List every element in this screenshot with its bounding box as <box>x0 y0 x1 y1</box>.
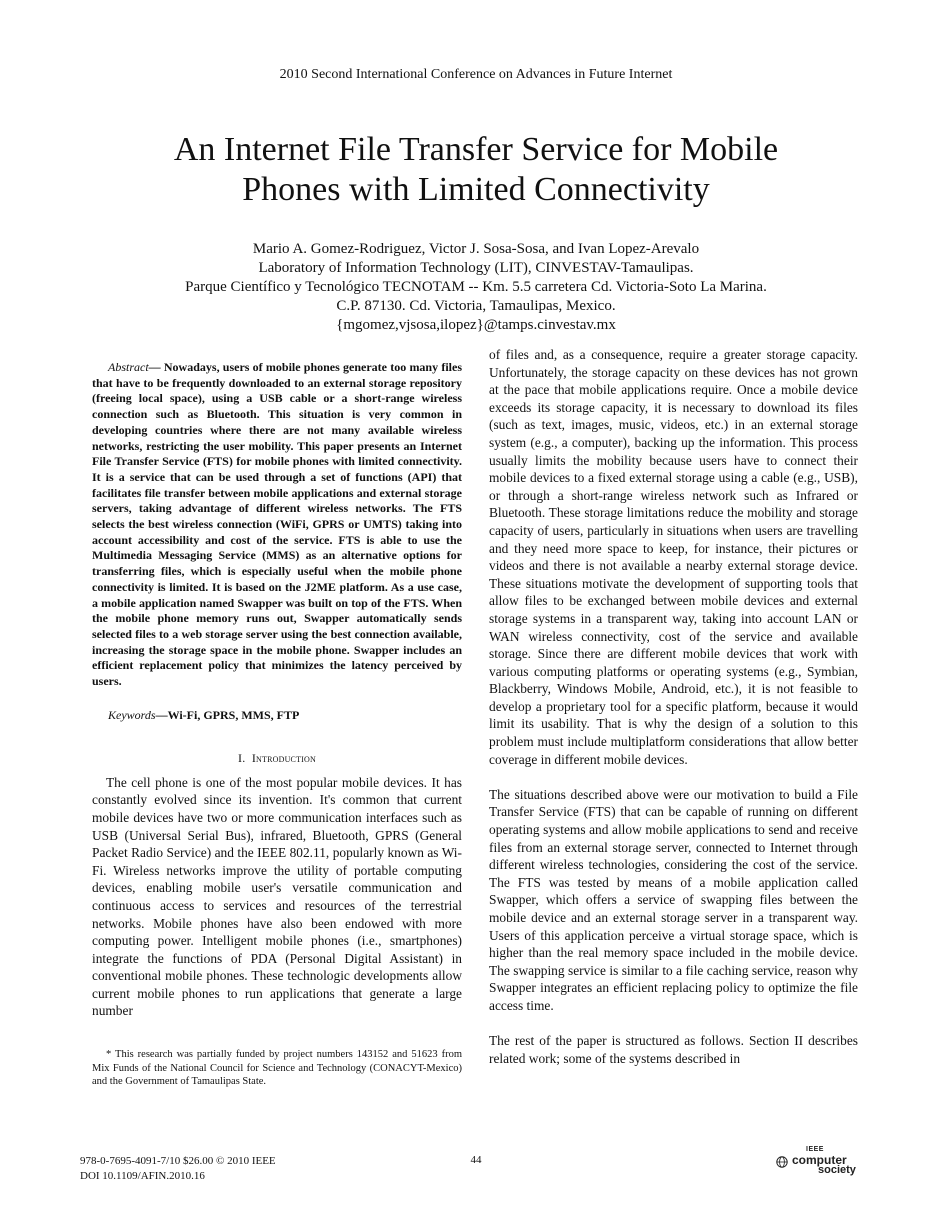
conference-header: 2010 Second International Conference on Advances in Future Internet <box>279 67 673 82</box>
affiliation-line-2: Parque Científico y Tecnológico TECNOTAM -- Km. 5.5 carretera Cd. Victoria-Soto La Marina. <box>185 279 767 295</box>
author-names: Mario A. Gomez-Rodriguez, Victor J. Sosa-Sosa, and Ivan Lopez-Arevalo <box>252 241 700 257</box>
affiliation-line-3: C.P. 87130. Cd. Victoria, Tamaulipas, Mexico. <box>336 298 616 314</box>
author-block <box>80 240 872 335</box>
abstract <box>92 360 462 690</box>
keywords-label: Keywords <box>108 707 156 722</box>
keywords <box>92 708 462 723</box>
paper-title <box>80 130 872 210</box>
affiliation-line-1: Laboratory of Information Technology (LIT), CINVESTAV-Tamaulipas. <box>258 260 694 276</box>
left-column <box>92 360 462 1020</box>
footnote: * This research was partially funded by project numbers 143152 and 51623 from Mix Funds of the National Council for Science and Technology (CONACYT-Mexico) and the Government of Tamaulipas State. <box>92 1049 462 1087</box>
logo-text-society: society <box>818 1164 856 1176</box>
logo-text-ieee: IEEE <box>806 1146 824 1153</box>
abstract-text: — Nowadays, users of mobile phones generate too many files that have to be frequently downloaded to an external storage repository (freeing local space), using a USB cable or a short-range wireless connection such as Bluetooth. This situation is very common in developing countries where there are not many available wireless networks, restricting the user mobility. This paper presents an Internet File Transfer Service (FTS) for mobile phones with limited connectivity. It is a service that can be used through a set of functions (API) that facilitates file transfer between mobile applications and external storage servers, taking advantage of different wireless networks. The FTS selects the best wireless connection (WiFi, GPRS or UMTS) taking into account accessibility and cost of the service. FTS is able to use the Multimedia Messaging Service (MMS) as an alternative options for transferring files, which is especially useful when the mobile phone connectivity is limited. It is based on the J2ME platform. As a use case, a mobile application named Swapper was built on top of the FTS. When the mobile phone memory runs out, Swapper automatically sends selected files to a web storage server using the best connection available, increasing the storage space in the mobile phone. Swapper includes an efficient replacement policy that minimizes the latency perceived by users. <box>92 360 462 689</box>
title-line-2: Phones with Limited Connectivity <box>242 171 710 208</box>
footer-doi: DOI 10.1109/AFIN.2010.16 <box>80 1170 205 1182</box>
right-column <box>489 346 858 1067</box>
title-line-1: An Internet File Transfer Service for Mobile <box>173 131 779 168</box>
globe-icon <box>776 1156 788 1168</box>
right-paragraph-1: of files and, as a consequence, require a greater storage capacity. Unfortunately, the storage capacity on these devices has not grown at the pace that mobile applications require. Once a mobile device exceeds its storage capacity, it is necessary to download its files (such as text, images, music, videos, etc.) in an external storage system (e.g., a computer), backing up the information. This process usually limits the mobility because users have to connect their mobile devices to a fixed external storage using a cable (e.g., USB), or through a short-range wireless network such as Infrared or Bluetooth. These storage limitations reduce the mobility and storage capacity of users, particularly in situations when users are travelling and they need more space to keep, for instance, their pictures or videos and there is not available a nearby external storage device. These situations motivate the development of supporting tools that allow files to be exchanged between mobile devices and external storage systems in a transparent way, taking into account LAN or WAN wireless connectivity, cost of the service and available storage. Since there are different mobile devices that work with various computing platforms or operating systems (e.g., Symbian, Blackberry, Windows Mobile, Android, etc.), it is not feasible to develop a proprietary tool for a specific platform, because it would limit its usability. That is why the design of a solution to this problem must include multiplatform considerations that allow better coverage in different mobile devices. <box>489 347 858 767</box>
logo-text-computer: computer <box>792 1153 847 1167</box>
ieee-computer-society-logo <box>776 1146 860 1176</box>
footer-isbn: 978-0-7695-4091-7/10 $26.00 © 2010 IEEE <box>80 1155 276 1167</box>
keywords-text: —Wi-Fi, GPRS, MMS, FTP <box>155 707 300 722</box>
section-number: I. <box>238 750 246 765</box>
section-title: Introduction <box>251 750 316 765</box>
right-paragraph-2: The situations described above were our motivation to build a File Transfer Service (FTS) that can be capable of running on different operating systems and allow mobile applications to send and receive files from an external storage server, connected to Internet through different wireless technologies, considering the cost of the service. The FTS was tested by means of a mobile application called Swapper, which offers a service of swapping files between the mobile device and an external storage server in a transparent way. Users of this application perceive a virtual storage space, which is higher than the real memory space included in the mobile device. The swapping service is similar to a file caching service, reason why Swapper integrates an efficient replacing policy to optimize the file access time. <box>489 786 858 1013</box>
right-paragraph-3: The rest of the paper is structured as follows. Section II describes related work; some of the systems described in <box>489 1033 858 1066</box>
section-heading-introduction <box>92 751 462 766</box>
abstract-label: Abstract <box>108 360 149 374</box>
author-emails: {mgomez,vjsosa,ilopez}@tamps.cinvestav.mx <box>336 317 616 333</box>
page-number: 44 <box>470 1154 482 1166</box>
intro-paragraph-1: The cell phone is one of the most popular mobile devices. It has constantly evolved since its invention. It's common that current mobile devices have two or more communication interfaces such as USB (Universal Serial Bus), infrared, Bluetooth, GPRS (General Packet Radio Service) and the IEEE 802.11, popularly known as Wi-Fi. Wireless networks improve the utility of portable computing devices, enabling mobile user's versatile communication and continuous access to services and resources of the terrestrial networks. Mobile phones have also been endowed with more computing power. Intelligent mobile phones (i.e., smartphones) integrate the functions of PDA (Personal Digital Assistant) in conventional mobile phones. These technologic developments allow current mobile phones to run applications that generate a large number <box>92 774 462 1019</box>
